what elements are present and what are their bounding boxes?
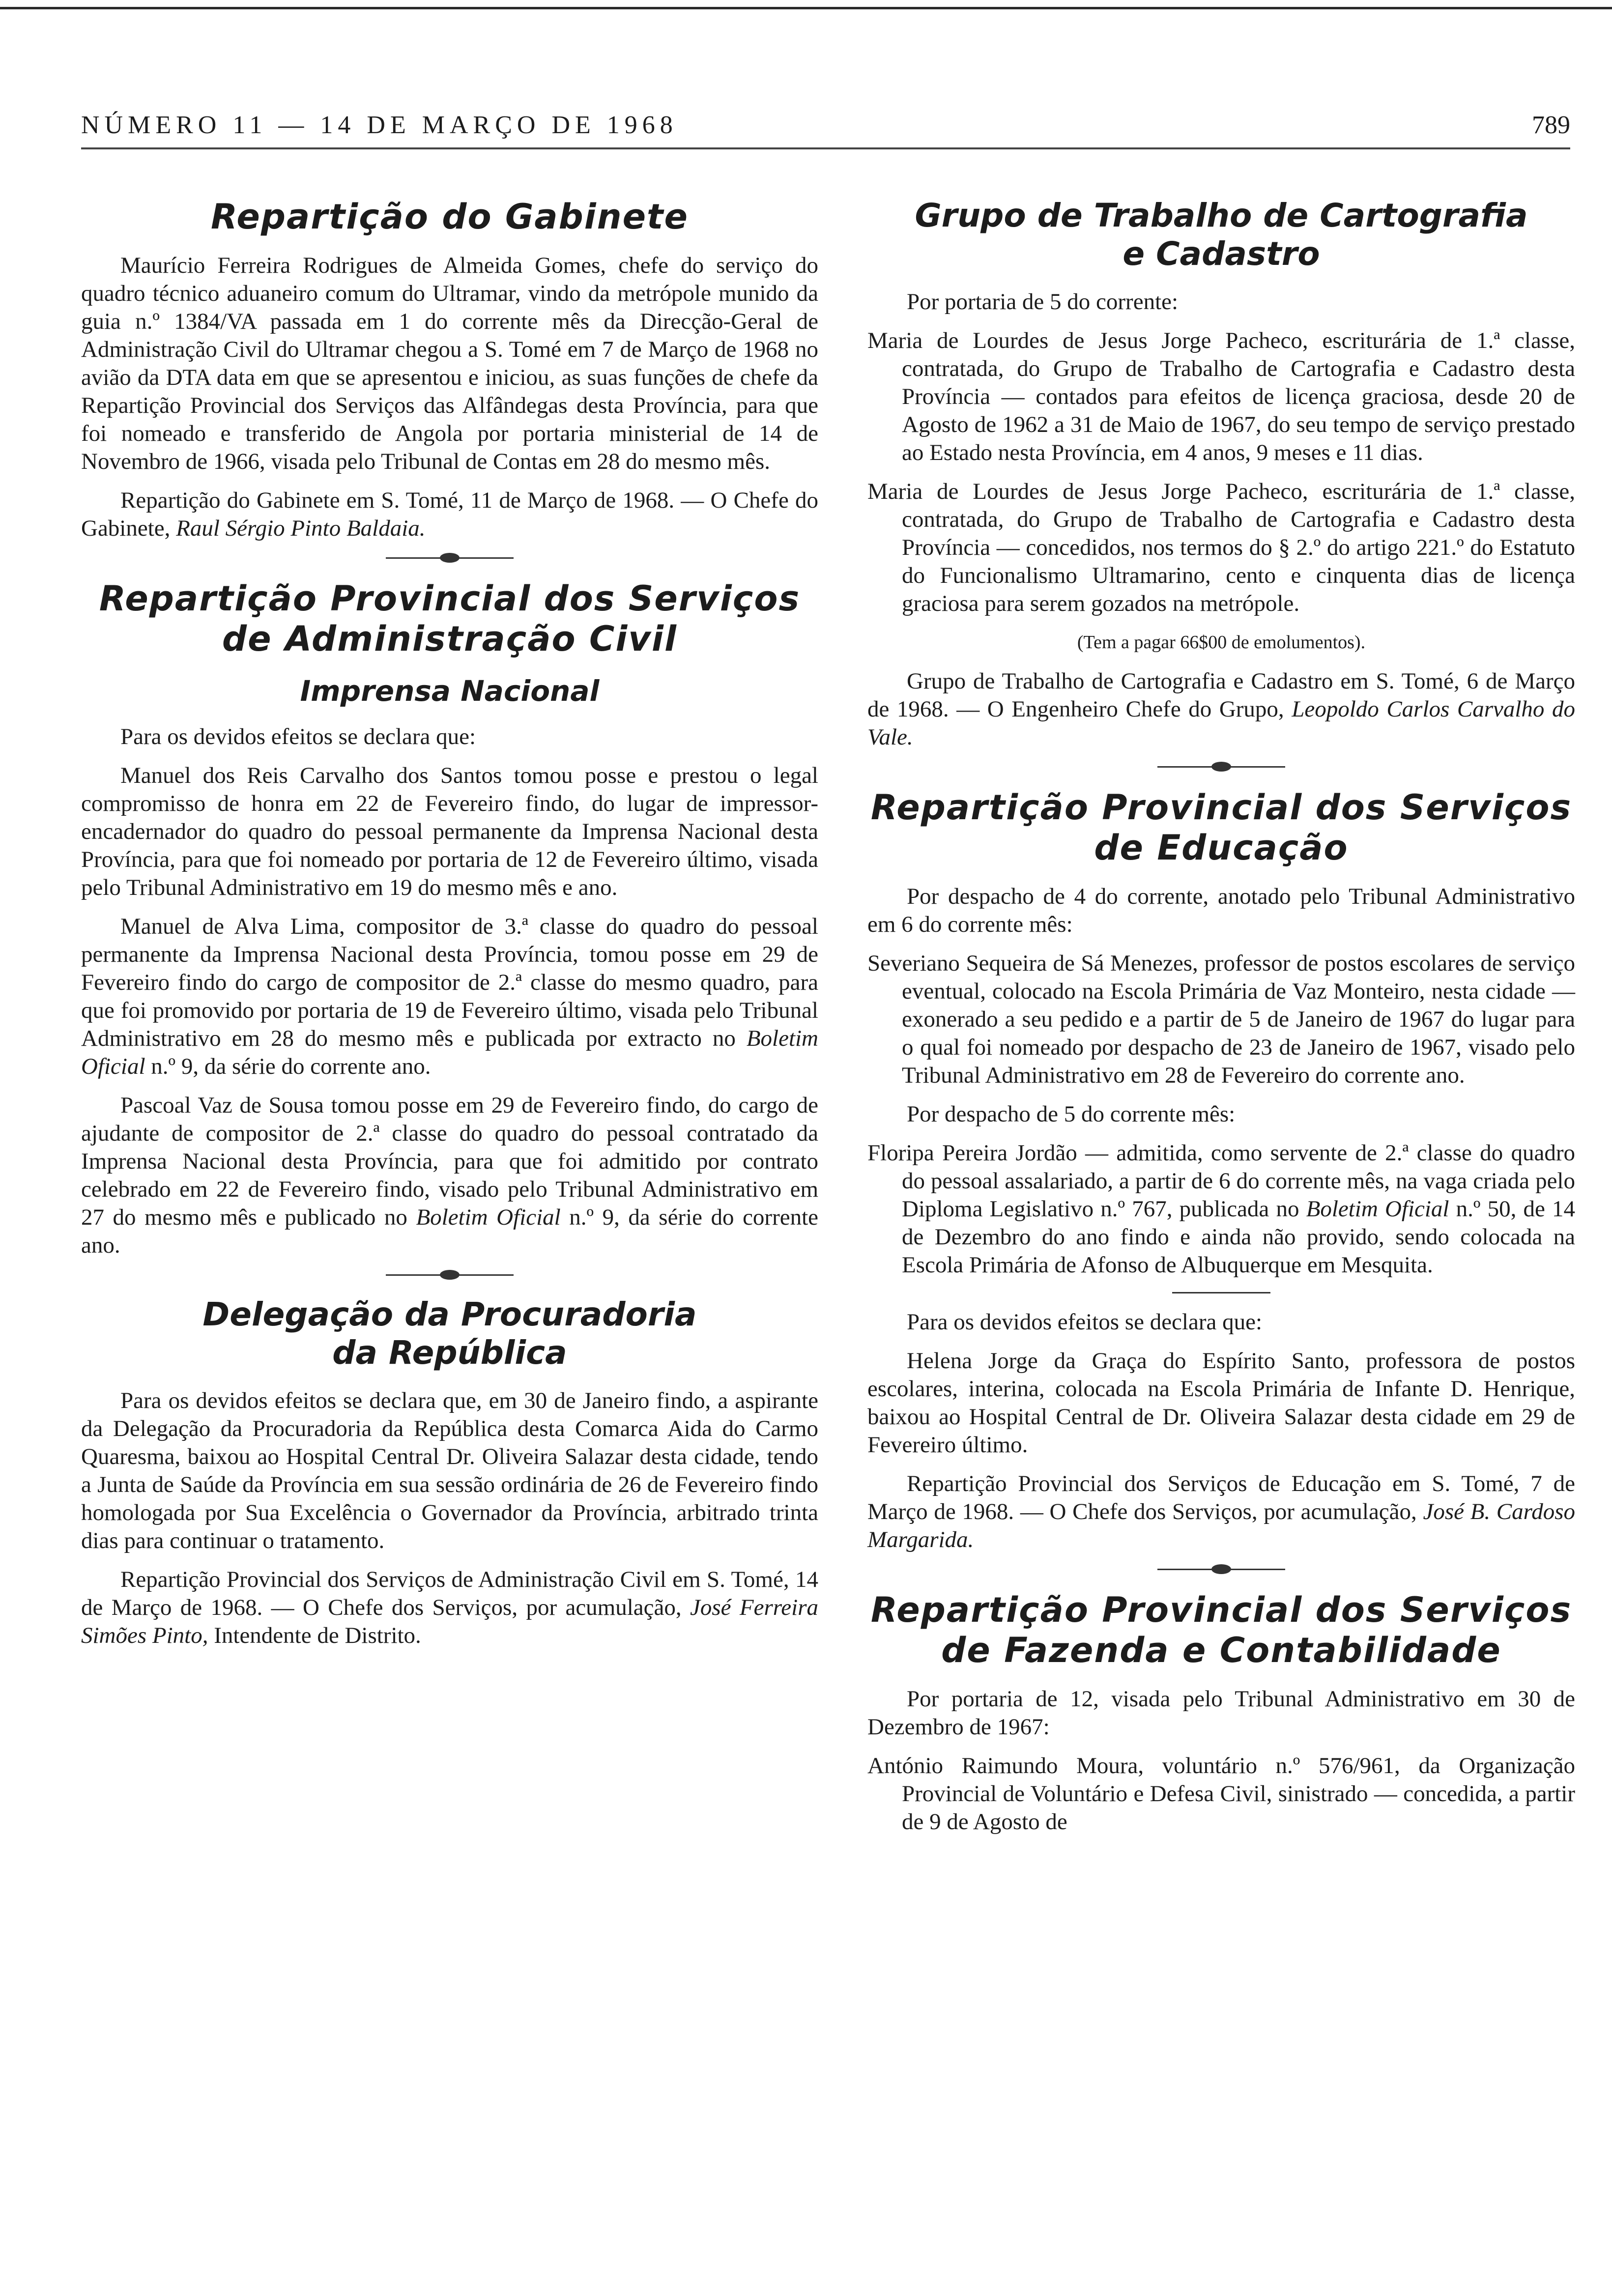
section-separator bbox=[386, 557, 514, 559]
publication-name: Boletim Oficial bbox=[81, 1026, 818, 1079]
title-line: Delegação da Procuradoria bbox=[202, 1295, 697, 1333]
intro-text: Por portaria de 12, visada pelo Tribunal Administrativo em 30 de Dezembro de 1967: bbox=[867, 1686, 1575, 1740]
section-title-fazenda bbox=[867, 1590, 1575, 1670]
signature-name: Raul Sérgio Pinto Baldaia. bbox=[176, 516, 426, 541]
section-title-gabinete: Repartição do Gabinete bbox=[210, 197, 689, 237]
paragraph: Maria de Lourdes de Jesus Jorge Pacheco, escriturária de 1.ª classe, contratada, do Grupo de Trabalho de Cartografia e Cadastro desta Província — contados para efeitos de licença graciosa, desde 20 de Agosto de 1962 a 31 de Maio de 1967, do seu tempo de serviço prestado ao Estado nesta Província, em 4 anos, 9 meses e 11 dias. bbox=[867, 328, 1575, 465]
page-number: 789 bbox=[1532, 111, 1570, 139]
title-line: de Educação bbox=[1094, 828, 1349, 868]
intro-text: Por despacho de 5 do corrente mês: bbox=[907, 1101, 1236, 1127]
signature-text: Repartição do Gabinete em S. Tomé, 11 de Março de 1968. — O Chefe do Gabinete, bbox=[81, 488, 818, 541]
fee-note: (Tem a pagar 66$00 de emolumentos). bbox=[1077, 632, 1366, 653]
intro-text: Por despacho de 4 do corrente, anotado pelo Tribunal Administrativo em 6 do corrente mês: bbox=[867, 884, 1575, 937]
intro-text: Para os devidos efeitos se declara que: bbox=[907, 1309, 1263, 1335]
signature-name: José Ferreira Simões Pinto, bbox=[81, 1595, 819, 1648]
signature-paragraph bbox=[867, 1470, 1575, 1554]
intro-text: Para os devidos efeitos se declara que: bbox=[120, 724, 476, 749]
signature-name: José B. Cardoso Margarida. bbox=[867, 1499, 1575, 1552]
title-line: de Administração Civil bbox=[222, 619, 677, 659]
section-title-admin-civil bbox=[81, 578, 818, 659]
paragraph-text: n.º 50, de 14 de Dezembro do ano findo e ainda não provido, sendo colocada na Escola Primária de Afonso de Albuquerque em Mesquita. bbox=[902, 1196, 1576, 1278]
paragraph-text: Floripa Pereira Jordão — admitida, como servente de 2.ª classe do quadro do pessoal assalariado, a partir de 6 do corrente mês, na vaga criada pelo Diploma Legislativo n.º 767, publicada no bbox=[867, 1140, 1575, 1222]
title-line: Repartição Provincial dos Serviços bbox=[99, 578, 801, 619]
signature-paragraph bbox=[81, 487, 818, 543]
signature-text: Repartição Provincial dos Serviços de Administração Civil em S. Tomé, 14 de Março de 1968. — O Chefe dos Serviços, por acumulação, bbox=[81, 1567, 818, 1620]
intro-text: Por portaria de 5 do corrente: bbox=[907, 289, 1179, 315]
signature-paragraph bbox=[81, 1566, 818, 1650]
paragraph bbox=[81, 1091, 818, 1260]
paragraph-text: n.º 9, da série do corrente ano. bbox=[81, 1205, 819, 1258]
title-line: Repartição Provincial dos Serviços bbox=[870, 787, 1572, 828]
left-column bbox=[81, 197, 818, 1661]
paragraph-text: Manuel de Alva Lima, compositor de 3.ª classe do quadro do pessoal permanente da Imprensa Nacional desta Província, tomou posse em 29 de Fevereiro findo do cargo de compositor de 2.ª classe do mesmo quadro, para que foi promovido por portaria de 19 de Fevereiro último, visada pelo Tribunal Administrativo em 28 do mesmo mês e publicada por extracto no bbox=[81, 914, 818, 1051]
signature-name: Leopoldo Carlos Carvalho do Vale. bbox=[867, 696, 1575, 750]
page-header bbox=[81, 111, 1570, 150]
header-rule bbox=[81, 147, 1570, 149]
section-separator bbox=[1157, 766, 1285, 768]
paragraph: Severiano Sequeira de Sá Menezes, professor de postos escolares de serviço eventual, colocado na Escola Primária de Vaz Monteiro, nesta cidade — exonerado a seu pedido e a partir de 5 de Janeiro de 1967 do lugar para o qual foi nomeado por despacho de 23 de Janeiro de 1967, visado pelo Tribunal Administrativo em 28 de Fevereiro do corrente ano. bbox=[867, 950, 1575, 1088]
paragraph: Maria de Lourdes de Jesus Jorge Pacheco, escriturária de 1.ª classe, contratada, do Grupo de Trabalho de Cartografia e Cadastro desta Província — concedidos, nos termos do § 2.º do artigo 221.º do Estatuto do Funcionalismo Ultramarino, cento e cinquenta dias de licença graciosa para serem gozados na metrópole. bbox=[867, 479, 1575, 616]
top-border-line bbox=[0, 7, 1612, 9]
paragraph-text: n.º 9, da série do corrente ano. bbox=[151, 1054, 431, 1079]
divider bbox=[1172, 1292, 1270, 1293]
signature-text: Grupo de Trabalho de Cartografia e Cadastro em S. Tomé, 6 de Março de 1968. — O Engenheiro Chefe do Grupo, bbox=[867, 668, 1575, 722]
publication-name: Boletim Oficial bbox=[1306, 1196, 1449, 1222]
section-title-educacao bbox=[867, 787, 1575, 868]
paragraph: António Raimundo Moura, voluntário n.º 576/961, da Organização Provincial de Voluntário e Defesa Civil, sinistrado — concedida, a partir de 9 de Agosto de bbox=[867, 1753, 1575, 1835]
section-separator bbox=[1157, 1569, 1285, 1570]
title-line: e Cadastro bbox=[1123, 235, 1320, 273]
issue-date-header: NÚMERO 11 — 14 DE MARÇO DE 1968 bbox=[81, 111, 678, 139]
paragraph: Manuel dos Reis Carvalho dos Santos tomou posse e prestou o legal compromisso de honra em 22 de Fevereiro findo, do lugar de impressor-encadernador do quadro do pessoal permanente da Imprensa Nacional desta Província, para que foi nomeado por portaria de 12 de Fevereiro último, visada pelo Tribunal Administrativo em 19 do mesmo mês e ano. bbox=[81, 763, 818, 900]
section-title-procuradoria bbox=[81, 1295, 818, 1372]
section-separator bbox=[386, 1274, 514, 1276]
title-line: Grupo de Trabalho de Cartografia bbox=[915, 197, 1528, 234]
signature-text: Repartição Provincial dos Serviços de Educação em S. Tomé, 7 de Março de 1968. — O Chefe dos Serviços, por acumulação, bbox=[867, 1471, 1575, 1524]
subsection-title-imprensa: Imprensa Nacional bbox=[300, 674, 600, 708]
signature-title: Intendente de Distrito. bbox=[214, 1623, 421, 1648]
signature-paragraph bbox=[867, 667, 1575, 751]
paragraph bbox=[81, 913, 818, 1081]
right-column bbox=[867, 197, 1575, 1847]
publication-name: Boletim Oficial bbox=[416, 1205, 561, 1230]
paragraph: Maurício Ferreira Rodrigues de Almeida Gomes, chefe do serviço do quadro técnico aduaneiro comum do Ultramar, vindo da metrópole munido da guia n.º 1384/VA passada em 1 do corrente mês da Direcção-Geral de Administração Civil do Ultramar chegou a S. Tomé em 7 de Março de 1968 no avião da DTA data em que se apresentou e iniciou, as suas funções de chefe da Repartição Provincial dos Serviços das Alfândegas desta Província, para que foi nomeado e transferido de Angola por portaria ministerial de 14 de Novembro de 1966, visada pelo Tribunal de Contas em 28 do mesmo mês. bbox=[81, 253, 818, 474]
paragraph bbox=[867, 1139, 1575, 1279]
title-line: Repartição Provincial dos Serviços bbox=[870, 1590, 1572, 1630]
paragraph: Helena Jorge da Graça do Espírito Santo, professora de postos escolares, interina, colocada na Escola Primária de Infante D. Henrique, baixou ao Hospital Central de Dr. Oliveira Salazar desta cidade em 29 de Fevereiro último. bbox=[867, 1348, 1575, 1458]
paragraph-text: Pascoal Vaz de Sousa tomou posse em 29 de Fevereiro findo, do cargo de ajudante de compositor de 2.ª classe do quadro do pessoal contratado da Imprensa Nacional desta Província, para que foi admitido por contrato celebrado em 22 de Fevereiro findo, visado pelo Tribunal Administrativo em 27 do mesmo mês e publicado no bbox=[81, 1092, 818, 1230]
title-line: da República bbox=[332, 1334, 567, 1372]
title-line: de Fazenda e Contabilidade bbox=[941, 1630, 1501, 1670]
paragraph: Para os devidos efeitos se declara que, em 30 de Janeiro findo, a aspirante da Delegação da Procuradoria da República desta Comarca Aida do Carmo Quaresma, baixou ao Hospital Central Dr. Oliveira Salazar desta cidade, tendo a Junta de Saúde da Província em sua sessão ordinária de 26 de Fevereiro findo homologada por Sua Excelência o Governador da Província, arbitrado trinta dias para continuar o tratamento. bbox=[81, 1388, 818, 1553]
section-title-cartografia bbox=[867, 197, 1575, 273]
